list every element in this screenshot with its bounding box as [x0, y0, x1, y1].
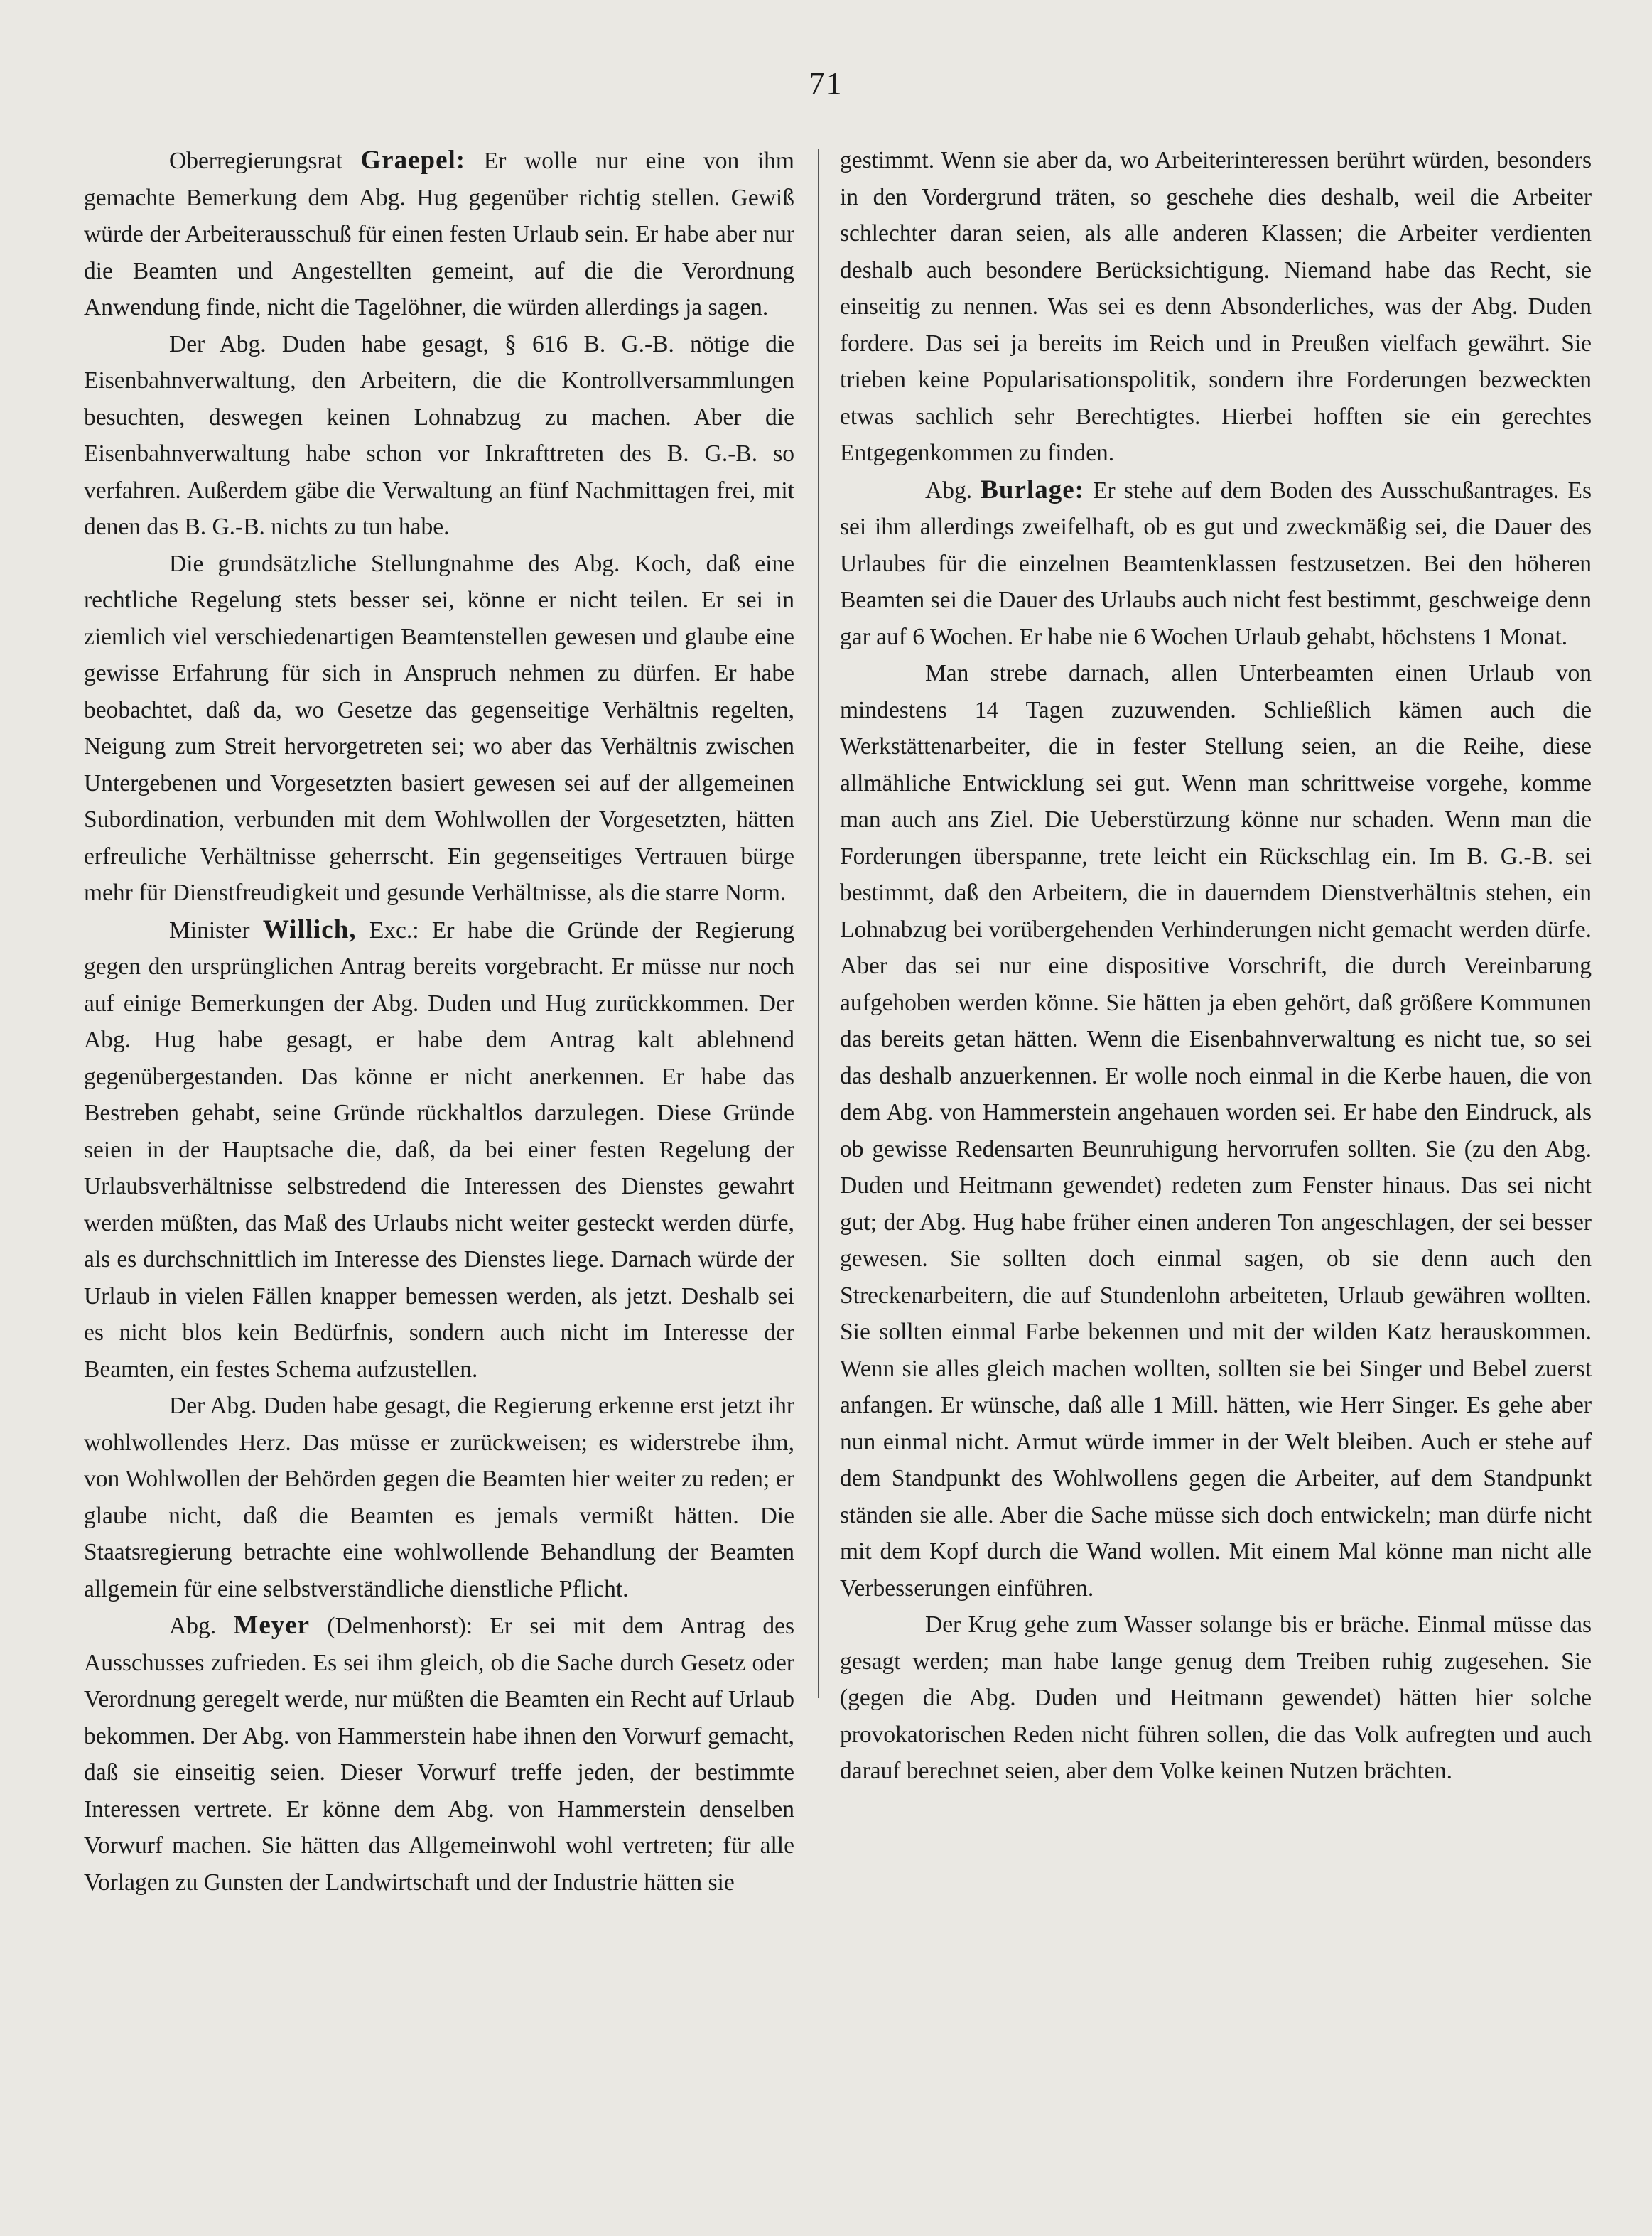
paragraph-text: Er stehe auf dem Boden des Ausschußantrages. Es sei ihm allerdings zweifelhaft, ob es gut und zweckmäßig sei, die Dauer des Urlaubes für die einzelnen Beamtenklassen festzusetzen. Bei den höheren Beamten sei die Dauer des Urlaubs auch nicht fest bestimmt, geschweige denn gar auf 6 Wochen. Er habe nie 6 Wochen Urlaub gehabt, höchstens 1 Monat. — [840, 477, 1592, 650]
paragraph — [84, 142, 794, 326]
speaker-name: Burlage: — [981, 475, 1084, 504]
paragraph-text: Exc.: Er habe die Gründe der Regierung gegen den ursprünglichen Antrag bereits vorgebracht. Er müsse nur noch auf einige Bemerkungen der Abg. Duden und Hug zurückkommen. Der Abg. Hug habe gesagt, er habe dem Antrag kalt ablehnend gegenübergestanden. Das könne er nicht anerkennen. Er habe das Bestreben gehabt, seine Gründe rückhaltlos darzulegen. Diese Gründe seien in der Hauptsache die, daß, da bei einer festen Regelung der Urlaubsverhältnisse selbstredend die Interessen des Dienstes gewahrt werden müßten, das Maß des Urlaubs nicht weiter gesteckt werden dürfe, als es durchschnittlich im Interesse des Dienstes liege. Darnach würde der Urlaub in vielen Fällen knapper bemessen werden, als jetzt. Deshalb sei es nicht blos kein Bedürfnis, sondern auch nicht im Interesse der Beamten, ein festes Schema aufzustellen. — [84, 917, 794, 1383]
paragraph-prefix: Minister — [169, 917, 263, 944]
paragraph — [84, 326, 794, 546]
speaker-name: Willich, — [262, 914, 357, 944]
paragraph — [84, 1388, 794, 1607]
paragraph-prefix: Abg. — [169, 1613, 234, 1639]
left-column — [84, 142, 794, 1901]
paragraph-text: (Delmenhorst): Er sei mit dem Antrag des Ausschusses zufrieden. Es sei ihm gleich, ob die Sache durch Gesetz oder Verordnung geregelt werde, nur müßten die Beamten ein Recht auf Urlaub bekommen. Der Abg. von Hammerstein habe ihnen den Vorwurf gemacht, daß sie einseitig seien. Dieser Vorwurf treffe jeden, der bestimmte Interessen vertrete. Er könne dem Abg. von Hammerstein denselben Vorwurf machen. Sie hätten das Allgemeinwohl wohl vertreten; für alle Vorlagen zu Gunsten der Landwirtschaft und der Industrie hätten sie — [84, 1613, 794, 1896]
paragraph-text: Er wolle nur eine von ihm gemachte Bemerkung dem Abg. Hug gegenüber richtig stellen. Gewiß würde der Arbeiterausschuß für einen festen Urlaub sein. Er habe aber nur die Beamten und Angestellten gemeint, auf die die Verordnung Anwendung finde, nicht die Tagelöhner, die würden allerdings ja sagen. — [84, 148, 794, 320]
paragraph-prefix: Abg. — [925, 477, 981, 504]
paragraph-text: Die grundsätzliche Stellungnahme des Abg. Koch, daß eine rechtliche Regelung stets besser sei, könne er nicht teilen. Er sei in ziemlich viel verschiedenartigen Beamtenstellen gewesen und glaube eine gewisse Erfahrung für sich in Anspruch nehmen zu dürfen. Er habe beobachtet, daß da, wo Gesetze das gegenseitige Verhältnis regelten, Neigung zum Streit hervorgetreten sei; wo aber das Verhältnis zwischen Untergebenen und Vorgesetzten basiert gewesen sei auf der allgemeinen Subordination, verbunden mit dem Wohlwollen der Vorgesetzten, hätten erfreuliche Verhältnisse geherrscht. Ein gegenseitiges Vertrauen bürge mehr für Dienstfreudigkeit und gesunde Verhältnisse, als die starre Norm. — [84, 550, 794, 906]
speaker-name: Graepel: — [360, 146, 466, 175]
paragraph — [84, 912, 794, 1388]
paragraph-prefix: Oberregierungsrat — [169, 148, 361, 174]
paragraph — [840, 1606, 1592, 1790]
column-divider — [818, 149, 819, 1698]
speaker-name: Meyer — [233, 1611, 311, 1640]
paragraph-text: gestimmt. Wenn sie aber da, wo Arbeiterinteressen berührt würden, besonders in den Vordergrund träten, so geschehe dies deshalb, weil die Arbeiter schlechter daran seien, als alle anderen Klassen; die Arbeiter verdienten deshalb auch besondere Berücksichtigung. Niemand habe das Recht, sie einseitig zu nennen. Was sei es denn Absonderliches, was der Abg. Duden fordere. Das sei ja bereits im Reich und in Preußen vielfach gewährt. Sie trieben keine Popularisationspolitik, sondern ihre Forderungen bezweckten etwas sachlich sehr Berechtigtes. Hierbei hofften sie ein gerechtes Entgegenkommen zu finden. — [840, 147, 1592, 466]
right-column — [840, 142, 1592, 1790]
paragraph — [84, 546, 794, 912]
paragraph — [840, 142, 1592, 472]
paragraph — [84, 1607, 794, 1901]
paragraph-text: Der Abg. Duden habe gesagt, § 616 B. G.-B. nötige die Eisenbahnverwaltung, den Arbeitern, die die Kontrollversammlungen besuchten, deswegen keinen Lohnabzug zu machen. Aber die Eisenbahnverwaltung habe schon vor Inkrafttreten des B. G.-B. so verfahren. Außerdem gäbe die Verwaltung an fünf Nachmittagen frei, mit denen das B. G.-B. nichts zu tun habe. — [84, 330, 794, 540]
paragraph-text: Der Krug gehe zum Wasser solange bis er bräche. Einmal müsse das gesagt werden; man habe lange genug dem Treiben ruhig zugesehen. Sie (gegen die Abg. Duden und Heitmann gewendet) hätten hier solche provokatorischen Reden nicht führen sollen, die das Volk aufregten und auch darauf berechnet seien, aber dem Volke keinen Nutzen brächten. — [840, 1611, 1592, 1784]
paragraph-text: Der Abg. Duden habe gesagt, die Regierung erkenne erst jetzt ihr wohlwollendes Herz. Das müsse er zurückweisen; es widerstrebe ihm, von Wohlwollen der Behörden gegen die Beamten hier weiter zu reden; er glaube nicht, daß die Beamten es jemals vermißt hätten. Die Staatsregierung betrachte eine wohlwollende Behandlung der Beamten allgemein für eine selbstverständliche dienstliche Pflicht. — [84, 1393, 794, 1602]
paragraph — [840, 655, 1592, 1606]
paragraph-text: Man strebe darnach, allen Unterbeamten einen Urlaub von mindestens 14 Tagen zuzuwenden. Schließlich kämen auch die Werkstättenarbeiter, die in fester Stellung seien, an die Reihe, diese allmähliche Entwicklung sei gut. Wenn man schrittweise vorgehe, komme man auch ans Ziel. Die Ueberstürzung könne nur schaden. Wenn man die Forderungen überspanne, trete leicht ein Rückschlag ein. Im B. G.-B. sei bestimmt, daß den Arbeitern, die in dauerndem Dienstverhältnis stehen, ein Lohnabzug bei vorübergehenden Verhinderungen nicht gemacht werden dürfe. Aber das sei nur eine dispositive Vorschrift, die durch Vereinbarung aufgehoben werden könne. Sie hätten ja eben gehört, daß größere Kommunen das bereits getan hätten. Wenn die Eisenbahnverwaltung es nicht tue, so sei das deshalb anzuerkennen. Er wolle noch einmal in die Kerbe hauen, die von dem Abg. von Hammerstein angehauen worden sei. Er habe den Eindruck, als ob gewisse Redensarten Beunruhigung hervorrufen sollten. Sie (zu den Abg. Duden und Heitmann gewendet) redeten zum Fenster hinaus. Das sei nicht gut; der Abg. Hug habe früher einen anderen Ton angeschlagen, der sei besser gewesen. Sie sollten doch einmal sagen, ob sie denn auch den Streckenarbeitern, die auf Stundenlohn arbeiteten, Urlaub gewähren wollten. Sie sollten einmal Farbe bekennen und mit der wilden Katz herauskommen. Wenn sie alles gleich machen wollten, sollten sie bei Singer und Bebel zuerst anfangen. Er wünsche, daß alle 1 Mill. hätten, wie Herr Singer. Es gehe aber nun einmal nicht. Armut würde immer in der Welt bleiben. Auch er stehe auf dem Standpunkt des Wohlwollens gegen die Arbeiter, auf dem Standpunkt ständen sie alle. Aber die Sache müsse sich doch entwickeln; man dürfe nicht mit dem Kopf durch die Wand wollen. Mit einem Mal könne man nicht alle Verbesserungen einführen. — [840, 660, 1592, 1602]
paragraph — [840, 472, 1592, 656]
page-number: 71 — [809, 66, 843, 101]
